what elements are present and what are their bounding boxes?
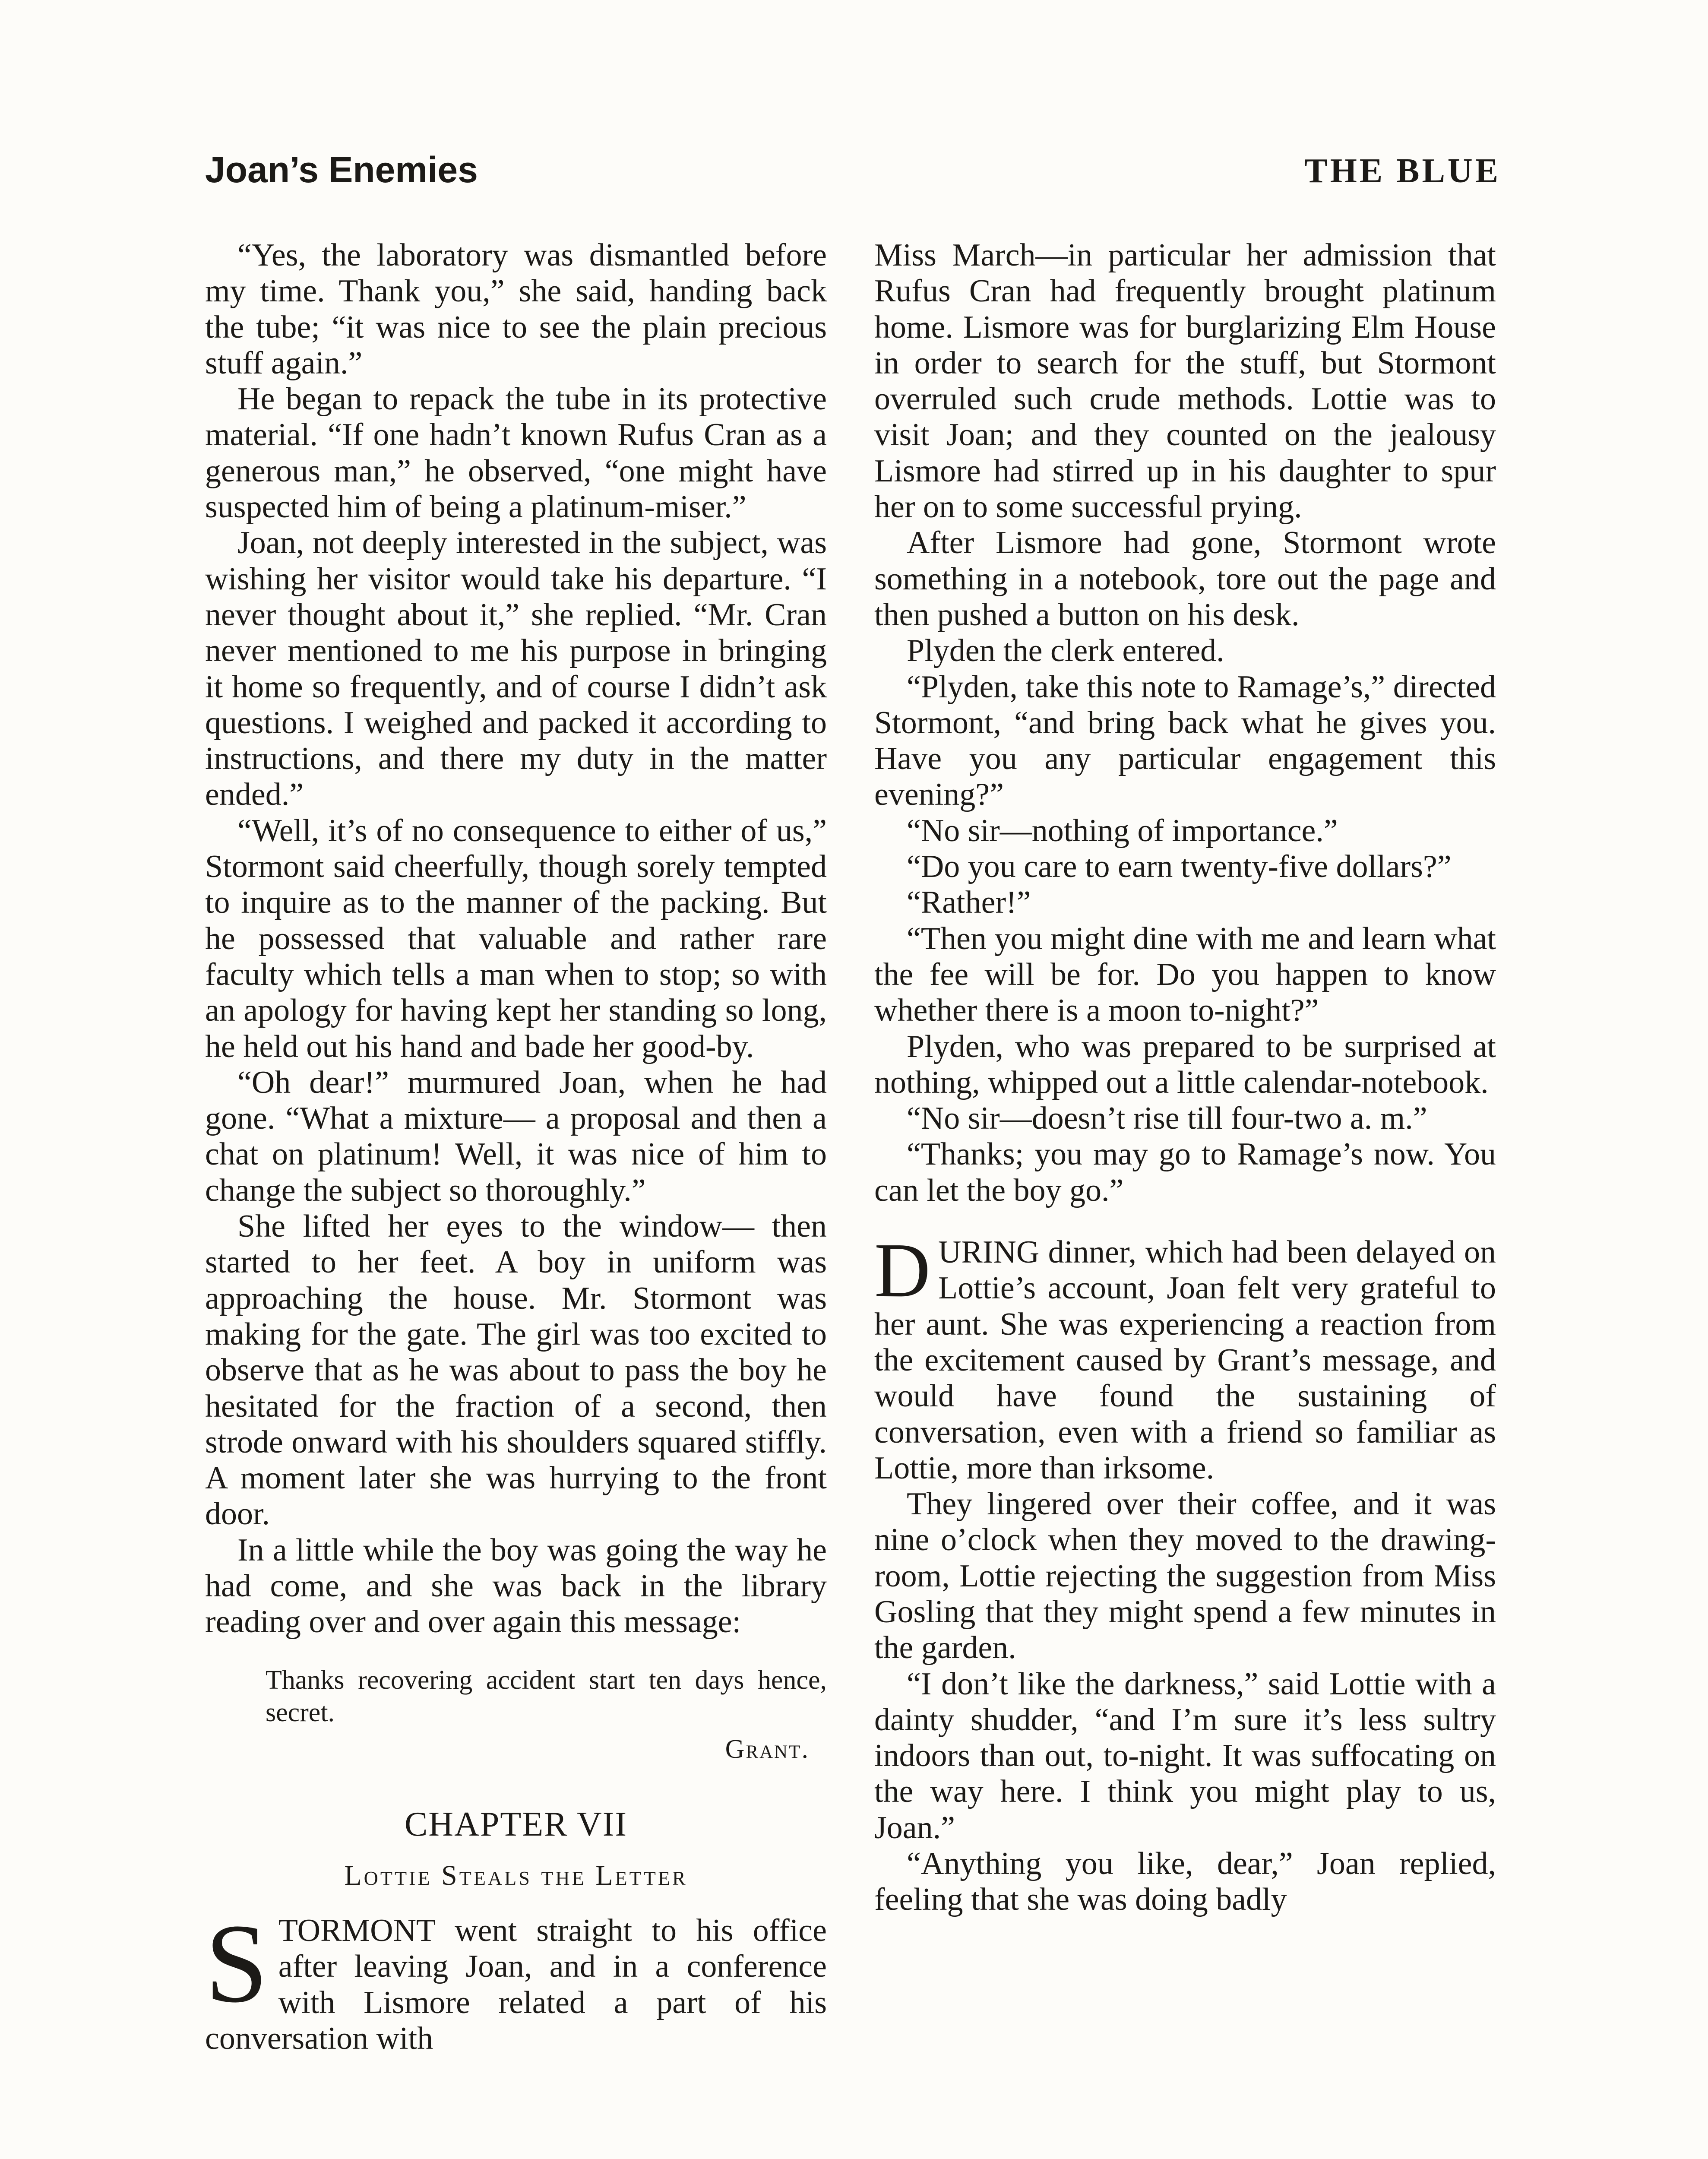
paragraph: Joan, not deeply interested in the subject, was wishing her visitor would take his departure. “I never thought about it,” she replied. “Mr. Cran never mentioned to me his purpose in bringing it home so frequently, and of course I didn’t ask questions. I weighed and packed it according to instructions, and there my duty in the matter ended.” [205, 525, 827, 813]
telegram-text: Thanks recovering accident start ten days hence, secret. [266, 1665, 827, 1727]
paragraph: In a little while the boy was going the way he had come, and she was back in the library reading over and over again this message: [205, 1532, 827, 1640]
telegram-signature: Grant. [725, 1734, 810, 1764]
paragraph: “Thanks; you may go to Ramage’s now. You can let the boy go.” [874, 1136, 1496, 1208]
chapter-subtitle: Lottie Steals the Letter [344, 1859, 688, 1891]
paragraph: “Rather!” [907, 885, 1031, 921]
paragraph: Miss March—in particular her admission that Rufus Cran had frequently brought platinum home. Lismore was for burglarizing Elm House in order to search for the stuff, but Stormont overruled such crude methods. Lottie was to visit Joan; and they counted on the jealousy Lismore had stirred up in his daughter to spur her on to some successful prying. [874, 237, 1496, 525]
chapter-opening-paragraph [205, 1901, 827, 2057]
paragraph: “No sir—nothing of importance.” [907, 813, 1338, 848]
paragraph: “Do you care to earn twenty-five dollars?” [907, 849, 1452, 885]
right-column [874, 237, 1496, 1918]
section-opening-paragraph [874, 1227, 1496, 1486]
chapter-heading: CHAPTER VII [404, 1805, 628, 1843]
paragraph: “I don’t like the darkness,” said Lottie with a dainty shudder, “and I’m sure it’s less sultry indoors than out, to-night. It was suffocating on the way here. I think you might play to us, Joan.” [874, 1666, 1496, 1846]
section-opening-text: URING dinner, which had been delayed on Lottie’s account, Joan felt very grateful to her aunt. She was experiencing a reaction from the excitement caused by Grant’s message, and would have found the sustaining of conversation, even with a friend so familiar as Lottie, more than irksome. [874, 1235, 1496, 1486]
paragraph: “Then you might dine with me and learn what the fee will be for. Do you happen to know whether there is a moon to-night?” [874, 921, 1496, 1029]
chapter-opening-text: TORMONT went straight to his office after leaving Joan, and in a conference with Lismore related a part of his conversation with [205, 1913, 827, 2057]
paragraph: After Lismore had gone, Stormont wrote something in a notebook, tore out the page and then pushed a button on his desk. [874, 525, 1496, 633]
paragraph: He began to repack the tube in its protective material. “If one hadn’t known Rufus Cran as a generous man,” he observed, “one might have suspected him of being a platinum-miser.” [205, 381, 827, 525]
paragraph: Plyden the clerk entered. [907, 633, 1224, 669]
drop-cap: D [874, 1227, 930, 1314]
telegram-message [205, 1664, 827, 1766]
magazine-title: THE BLUE [1304, 152, 1501, 190]
paragraph: She lifted her eyes to the window— then started to her feet. A boy in uniform was approaching the house. Mr. Stormont was making for the gate. The girl was too excited to observe that as he was about to pass the boy he hesitated for the fraction of a second, then strode onward with his shoulders squared stiffly. A moment later she was hurrying to the front door. [205, 1209, 827, 1532]
paragraph: Plyden, who was prepared to be surprised at nothing, whipped out a little calendar-notebook. [874, 1029, 1496, 1100]
left-column [205, 237, 827, 2057]
drop-cap: S [205, 1901, 268, 2026]
paragraph: “Yes, the laboratory was dismantled before my time. Thank you,” she said, handing back the tube; “it was nice to see the plain precious stuff again.” [205, 237, 827, 381]
paragraph: “Anything you like, dear,” Joan replied, feeling that she was doing badly [874, 1846, 1496, 1918]
paragraph: “Well, it’s of no consequence to either of us,” Stormont said cheerfully, though sorely tempted to inquire as to the manner of the packing. But he possessed that valuable and rather rare faculty which tells a man when to stop; so with an apology for having kept her standing so long, he held out his hand and bade her good-by. [205, 813, 827, 1064]
paragraph: “Oh dear!” murmured Joan, when he had gone. “What a mixture— a proposal and then a chat on platinum! Well, it was nice of him to change the subject so thoroughly.” [205, 1064, 827, 1208]
story-title: Joan’s Enemies [205, 149, 478, 190]
paragraph: They lingered over their coffee, and it was nine o’clock when they moved to the drawing-room, Lottie rejecting the suggestion from Miss Gosling that they might spend a few minutes in the garden. [874, 1486, 1496, 1666]
paragraph: “No sir—doesn’t rise till four-two a. m.” [907, 1101, 1427, 1136]
section-break [874, 1209, 1496, 1235]
paragraph: “Plyden, take this note to Ramage’s,” directed Stormont, “and bring back what he gives you. Have you any particular engagement this evening?” [874, 669, 1496, 813]
running-head [205, 149, 1501, 191]
